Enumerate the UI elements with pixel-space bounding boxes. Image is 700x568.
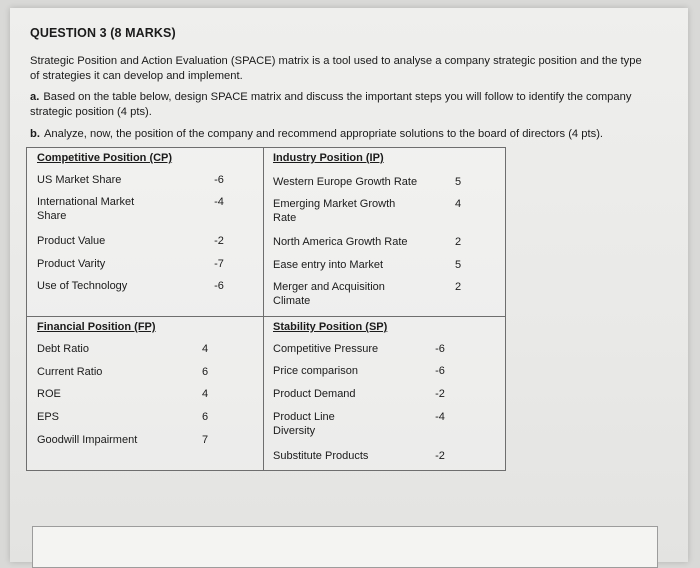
part-a <box>30 90 655 120</box>
sp-row-label: Product Demand <box>273 388 356 400</box>
ip-row-label: Western Europe Growth Rate <box>273 176 418 188</box>
part-b <box>30 127 655 142</box>
cp-row-label: Use of Technology <box>37 280 128 292</box>
cp-header: Competitive Position (CP) <box>37 152 173 164</box>
part-a-text: Based on the table below, design SPACE matrix and discuss the important steps you will follow to identify the company strategic position (4 pts). <box>30 91 632 118</box>
ip-row-value: 4 <box>454 198 462 210</box>
sp-header: Stability Position (SP) <box>273 321 388 333</box>
sp-row-value: -6 <box>435 343 445 355</box>
fp-row-label: Current Ratio <box>37 366 103 378</box>
fp-row-label: EPS <box>37 411 60 423</box>
fp-row-label: ROE <box>37 388 61 400</box>
ip-row-label: Merger and Acquisition Climate <box>273 281 385 307</box>
sp-row-value: -2 <box>435 388 445 400</box>
part-b-label: b. <box>30 128 40 140</box>
part-b-text: Analyze, now, the position of the company and recommend appropriate solutions to the board of directors (4 pts). <box>43 128 604 140</box>
cp-row-label: Product Varity <box>37 258 106 270</box>
table-horizontal-divider <box>27 316 505 317</box>
fp-row-value: 4 <box>201 343 209 355</box>
sp-row-value: -4 <box>435 411 445 423</box>
cp-row-value: -2 <box>214 235 224 247</box>
cp-row-value: -4 <box>214 196 224 208</box>
space-factor-table <box>26 147 506 471</box>
cp-row-label: US Market Share <box>37 174 122 186</box>
fp-row-label: Debt Ratio <box>37 343 89 355</box>
ip-row-label: Emerging Market Growth Rate <box>273 198 396 224</box>
fp-row-value: 6 <box>201 366 209 378</box>
question-intro: Strategic Position and Action Evaluation (SPACE) matrix is a tool used to analyse a company strategic position and the type of strategies it can develop and implement. <box>30 55 642 82</box>
ip-row-value: 5 <box>454 259 462 271</box>
sp-row-label: Product Line Diversity <box>273 411 335 437</box>
cp-row-value: -6 <box>214 174 224 186</box>
ip-row-value: 5 <box>454 176 462 188</box>
fp-header: Financial Position (FP) <box>37 321 156 333</box>
ip-row-value: 2 <box>454 236 462 248</box>
cp-row-value: -7 <box>214 258 224 270</box>
fp-row-label: Goodwill Impairment <box>37 434 138 446</box>
sp-row-value: -2 <box>435 450 445 462</box>
part-a-label: a. <box>30 91 40 103</box>
sp-row-label: Substitute Products <box>273 450 369 462</box>
sp-row-label: Competitive Pressure <box>273 343 379 355</box>
sp-row-label: Price comparison <box>273 365 358 377</box>
fp-row-value: 6 <box>201 411 209 423</box>
fp-row-value: 7 <box>201 434 209 446</box>
cp-row-value: -6 <box>214 280 224 292</box>
ip-header: Industry Position (IP) <box>273 152 384 164</box>
ip-row-label: Ease entry into Market <box>273 259 384 271</box>
cp-row-label: Product Value <box>37 235 106 247</box>
question-title: QUESTION 3 (8 MARKS) <box>30 26 176 40</box>
cp-row-label: International Market Share <box>37 196 135 222</box>
sp-row-value: -6 <box>435 365 445 377</box>
ip-row-label: North America Growth Rate <box>273 236 408 248</box>
fp-row-value: 4 <box>201 388 209 400</box>
table-vertical-divider <box>263 148 264 470</box>
ip-row-value: 2 <box>454 281 462 293</box>
